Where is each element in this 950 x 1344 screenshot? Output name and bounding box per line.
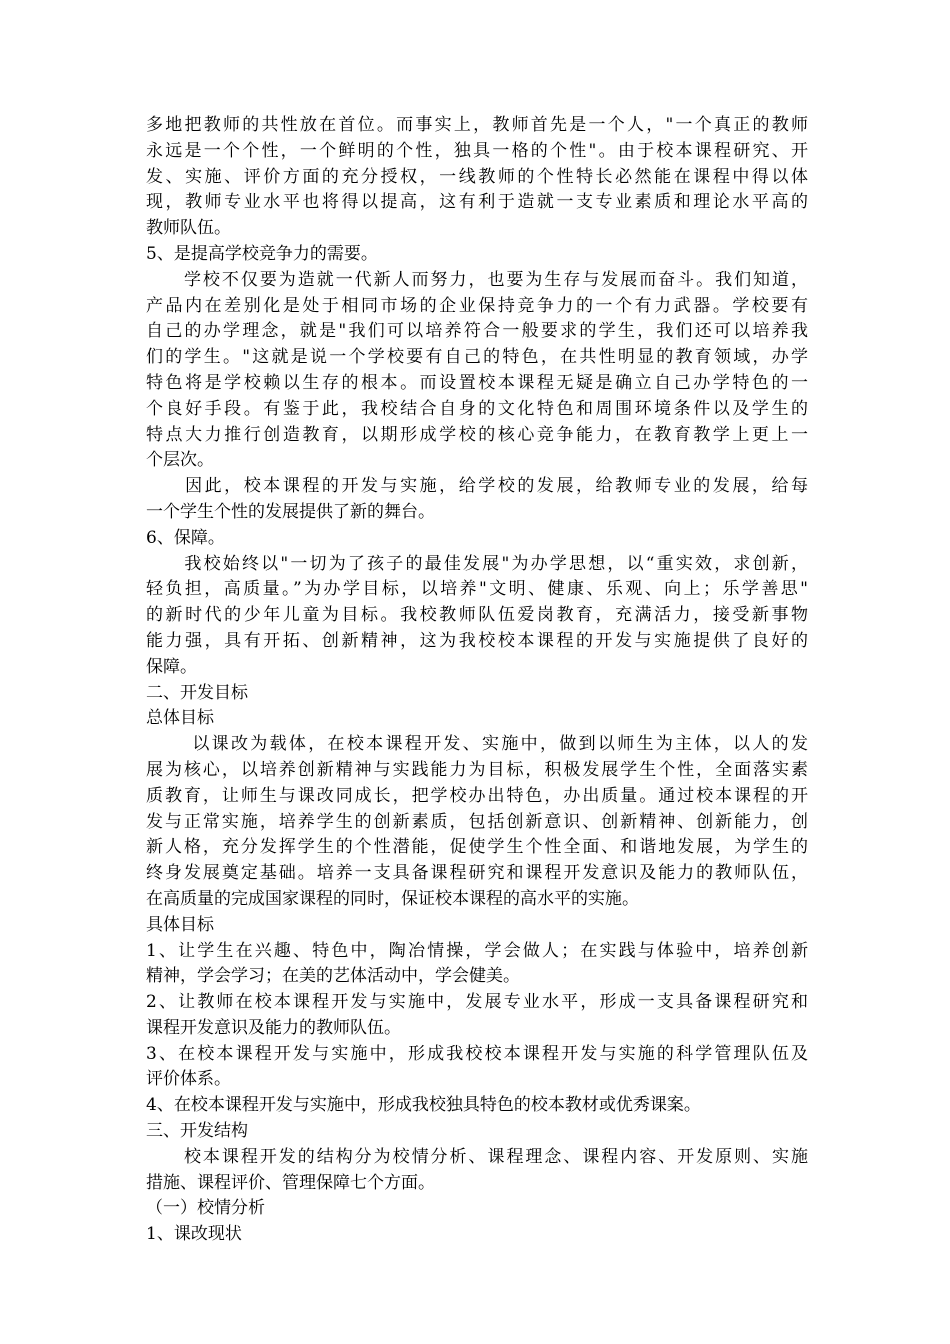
paragraph-line: 措施、课程评价、管理保障七个方面。 [146, 1172, 435, 1193]
paragraph-line: 个良好手段。有鉴于此，我校结合自身的文化特色和周围环境条件以及学生的 [146, 398, 808, 419]
paragraph-line: 因此，校本课程的开发与实施，给学校的发展，给教师专业的发展，给每 [146, 476, 808, 497]
paragraph-line: 特色将是学校赖以生存的根本。而设置校本课程无疑是确立自己办学特色的一 [146, 372, 808, 393]
paragraph-line: 永远是一个个性，一个鲜明的个性，独具一格的个性"。由于校本课程研究、开 [146, 140, 808, 161]
paragraph-line: 个层次。 [146, 450, 214, 471]
paragraph-line: 产品内在差别化是处于相同市场的企业保持竞争力的一个有力武器。学校要有 [146, 295, 808, 316]
paragraph-line: 保障。 [146, 656, 197, 677]
section-heading-line: 总体目标 [146, 708, 214, 729]
section-heading-line: 具体目标 [146, 914, 214, 935]
paragraph-line: 展为核心，以培养创新精神与实践能力为目标，积极发展学生个性，全面落实素 [146, 759, 808, 780]
paragraph-line: 现，教师专业水平也将得以提高，这有利于造就一支专业素质和理论水平高的 [146, 192, 808, 213]
document-body [146, 113, 808, 1248]
paragraph-line: 以课改为载体，在校本课程开发、实施中，做到以师生为主体，以人的发 [146, 734, 808, 755]
section-heading-line: 三、开发结构 [146, 1121, 248, 1142]
paragraph-line: 发与正常实施，培养学生的创新素质，包括创新意识、创新精神、创新能力，创 [146, 811, 808, 832]
paragraph-line: 自己的办学理念，就是"我们可以培养符合一般要求的学生，我们还可以培养我 [146, 321, 808, 342]
paragraph-line: 课程开发意识及能力的教师队伍。 [146, 1017, 401, 1038]
paragraph-line: 教师队伍。 [146, 218, 231, 239]
paragraph-line: 一个学生个性的发展提供了新的舞台。 [146, 501, 435, 522]
paragraph-line: 2、让教师在校本课程开发与实施中，发展专业水平，形成一支具备课程研究和 [146, 992, 808, 1013]
section-heading-line: 6、保障。 [146, 527, 225, 548]
paragraph-line: 能力强，具有开拓、创新精神，这为我校校本课程的开发与实施提供了良好的 [146, 630, 808, 651]
paragraph-line: 在高质量的完成国家课程的同时，保证校本课程的高水平的实施。 [146, 888, 639, 909]
section-heading-line: 5、是提高学校竞争力的需要。 [146, 243, 378, 264]
paragraph-line: 多地把教师的共性放在首位。而事实上，教师首先是一个人，"一个真正的教师 [146, 115, 808, 135]
paragraph-line: 1、让学生在兴趣、特色中，陶冶情操，学会做人；在实践与体验中，培养创新 [146, 940, 808, 961]
paragraph-line: 终身发展奠定基础。培养一支具备课程研究和课程开发意识及能力的教师队伍， [146, 863, 808, 884]
paragraph-line: 精神，学会学习；在美的艺体活动中，学会健美。 [146, 966, 520, 987]
paragraph-line: 的新时代的少年儿童为目标。我校教师队伍爱岗教育，充满活力，接受新事物 [146, 605, 808, 626]
section-heading-line: 1、课改现状 [146, 1224, 242, 1245]
paragraph-line: 我校始终以"一切为了孩子的最佳发展"为办学思想，以“重实效，求创新， [146, 553, 808, 574]
paragraph-line: 轻负担，高质量。”为办学目标，以培养"文明、健康、乐观、向上；乐学善思" [146, 579, 808, 600]
paragraph-line: 新人格，充分发挥学生的个性潜能，促使学生个性全面、和谐地发展，为学生的 [146, 837, 808, 858]
section-heading-line: （一）校情分析 [146, 1198, 265, 1219]
paragraph-line: 发、实施、评价方面的充分授权，一线教师的个性特长必然能在课程中得以体 [146, 166, 808, 187]
paragraph-line: 评价体系。 [146, 1069, 231, 1090]
section-heading-line: 二、开发目标 [146, 682, 248, 703]
paragraph-line: 们的学生。"这就是说一个学校要有自己的特色，在共性明显的教育领域，办学 [146, 347, 808, 368]
paragraph-line: 校本课程开发的结构分为校情分析、课程理念、课程内容、开发原则、实施 [146, 1146, 808, 1167]
paragraph-line: 特点大力推行创造教育，以期形成学校的核心竞争能力，在教育教学上更上一 [146, 424, 808, 445]
paragraph-line: 质教育，让师生与课改同成长，把学校办出特色，办出质量。通过校本课程的开 [146, 785, 808, 806]
paragraph-line: 4、在校本课程开发与实施中，形成我校独具特色的校本教材或优秀课案。 [146, 1095, 701, 1116]
paragraph-line: 学校不仅要为造就一代新人而努力，也要为生存与发展而奋斗。我们知道， [146, 269, 808, 290]
paragraph-line: 3、在校本课程开发与实施中，形成我校校本课程开发与实施的科学管理队伍及 [146, 1043, 808, 1064]
